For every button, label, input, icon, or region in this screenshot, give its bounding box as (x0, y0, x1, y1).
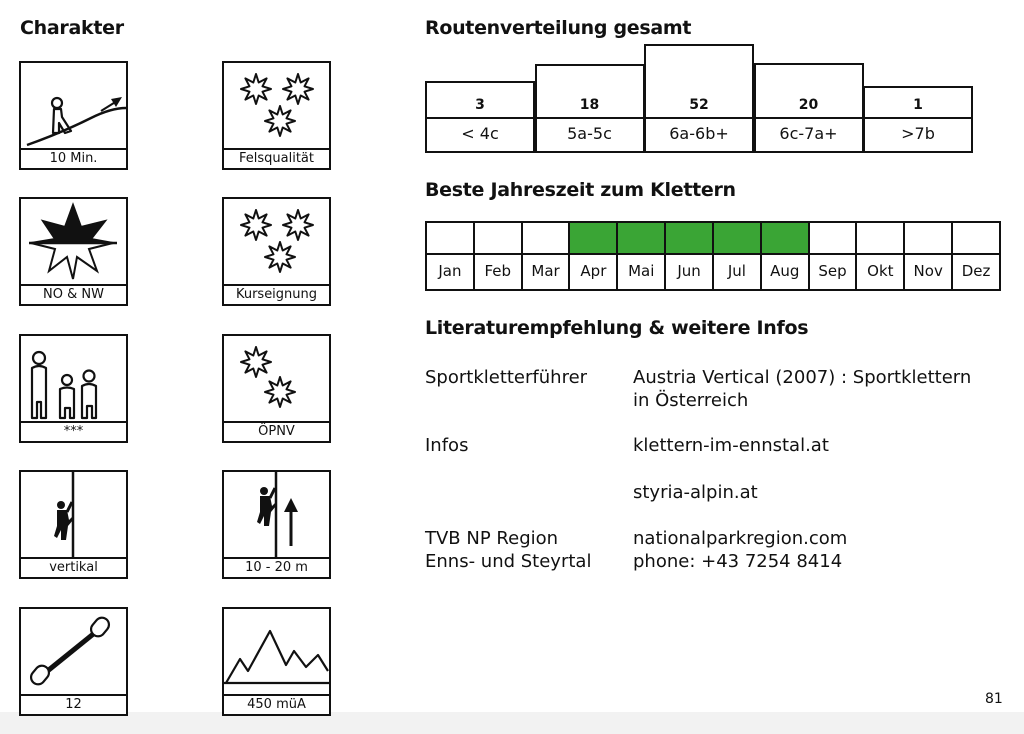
card-approach (19, 61, 128, 170)
distribution-bar (754, 63, 864, 153)
family-icon (21, 336, 126, 421)
card-caption: vertikal (21, 557, 126, 577)
star-icon (241, 210, 271, 240)
distribution-grade-label: 6a-6b+ (646, 117, 752, 151)
literature-heading: Literaturempfehlung & weitere Infos (425, 317, 809, 339)
distribution-bar (425, 81, 535, 153)
star-icon (241, 74, 271, 104)
page-bottom-edge (0, 712, 1024, 734)
star-icon (241, 347, 271, 377)
card-exposure (19, 197, 128, 306)
month-indicator (810, 223, 856, 255)
distribution-bar (535, 64, 645, 153)
month-indicator (666, 223, 712, 255)
month-label: Nov (913, 262, 943, 280)
month-indicator (857, 223, 903, 255)
distribution-value-label: 52 (689, 97, 709, 113)
month-label: Jun (677, 262, 701, 280)
month-sep (810, 223, 858, 289)
month-label: Mai (628, 262, 655, 280)
season-heading: Beste Jahreszeit zum Klettern (425, 179, 736, 201)
infos-label: Infos (425, 435, 469, 456)
month-indicator (475, 223, 521, 255)
card-caption: 10 Min. (21, 148, 126, 168)
month-label: Jan (438, 262, 462, 280)
month-label: Aug (770, 262, 800, 280)
distribution-grade-label: >7b (865, 117, 971, 151)
guide-label: Sportkletterführer (425, 367, 588, 388)
month-indicator (570, 223, 616, 255)
month-indicator (618, 223, 664, 255)
card-caption: 450 müA (224, 694, 329, 714)
tvb-website-link[interactable]: nationalparkregion.com (633, 528, 848, 549)
public-transport-stars-icon (224, 336, 329, 421)
sun-exposure-icon (21, 199, 126, 284)
month-jan (427, 223, 475, 289)
quickdraw-icon (21, 609, 126, 694)
month-indicator (953, 223, 999, 255)
star-icon (265, 106, 295, 136)
distribution-value-label: 20 (798, 97, 819, 113)
route-length-climber-icon (224, 472, 329, 557)
card-route-length (222, 470, 331, 579)
infos-link-1[interactable]: klettern-im-ennstal.at (633, 435, 829, 456)
card-caption: Kurseignung (224, 284, 329, 304)
course-suitability-stars-icon (224, 199, 329, 284)
card-caption: 10 - 20 m (224, 557, 329, 577)
approach-walk-icon (21, 63, 126, 148)
tvb-label-line2: Enns- und Steyrtal (425, 551, 592, 572)
month-feb (475, 223, 523, 289)
star-icon (265, 242, 295, 272)
distribution-grade-label: 6c-7a+ (756, 117, 862, 151)
month-indicator (523, 223, 569, 255)
guide-value-line1: Austria Vertical (2007) : Sportklettern (633, 367, 972, 388)
month-label: Dez (961, 262, 991, 280)
page-number: 81 (985, 691, 1003, 707)
distribution-bar (863, 86, 973, 153)
month-nov (905, 223, 953, 289)
card-caption: 12 (21, 694, 126, 714)
card-course-suitability (222, 197, 331, 306)
month-label: Okt (867, 262, 894, 280)
distribution-grade-label: 5a-5c (537, 117, 643, 151)
month-label: Feb (484, 262, 512, 280)
distribution-heading: Routenverteilung gesamt (425, 17, 692, 39)
month-label: Mar (531, 262, 560, 280)
card-rock-quality (222, 61, 331, 170)
distribution-grade-label: < 4c (427, 117, 533, 151)
month-aug (762, 223, 810, 289)
month-mar (523, 223, 571, 289)
infos-link-2[interactable]: styria-alpin.at (633, 482, 758, 503)
month-label: Jul (727, 262, 746, 280)
card-family (19, 334, 128, 443)
month-indicator (762, 223, 808, 255)
season-grid (425, 221, 1001, 291)
mountain-altitude-icon (224, 609, 329, 694)
month-indicator (714, 223, 760, 255)
month-okt (857, 223, 905, 289)
card-public-transport (222, 334, 331, 443)
tvb-label-line1: TVB NP Region (425, 528, 559, 549)
month-label: Apr (580, 262, 607, 280)
month-mai (618, 223, 666, 289)
month-dez (953, 223, 999, 289)
distribution-bar (644, 44, 754, 153)
rock-quality-stars-icon (224, 63, 329, 148)
card-caption: *** (21, 421, 126, 441)
month-apr (570, 223, 618, 289)
card-caption: Felsqualität (224, 148, 329, 168)
card-altitude (222, 607, 331, 716)
route-distribution-chart (425, 44, 973, 153)
card-quickdraws (19, 607, 128, 716)
character-heading: Charakter (20, 17, 124, 39)
distribution-value-label: 18 (579, 97, 600, 113)
tvb-phone: phone: +43 7254 8414 (633, 551, 843, 572)
month-jun (666, 223, 714, 289)
card-caption: ÖPNV (224, 421, 329, 441)
distribution-value-label: 3 (475, 97, 485, 113)
distribution-value-label: 1 (913, 97, 923, 113)
star-icon (283, 210, 313, 240)
month-indicator (427, 223, 473, 255)
month-jul (714, 223, 762, 289)
guide-value-line2: in Österreich (633, 390, 749, 411)
star-icon (265, 377, 295, 407)
month-label: Sep (818, 262, 847, 280)
vertical-wall-climber-icon (21, 472, 126, 557)
month-indicator (905, 223, 951, 255)
card-caption: NO & NW (21, 284, 126, 304)
card-wall-angle (19, 470, 128, 579)
star-icon (283, 74, 313, 104)
